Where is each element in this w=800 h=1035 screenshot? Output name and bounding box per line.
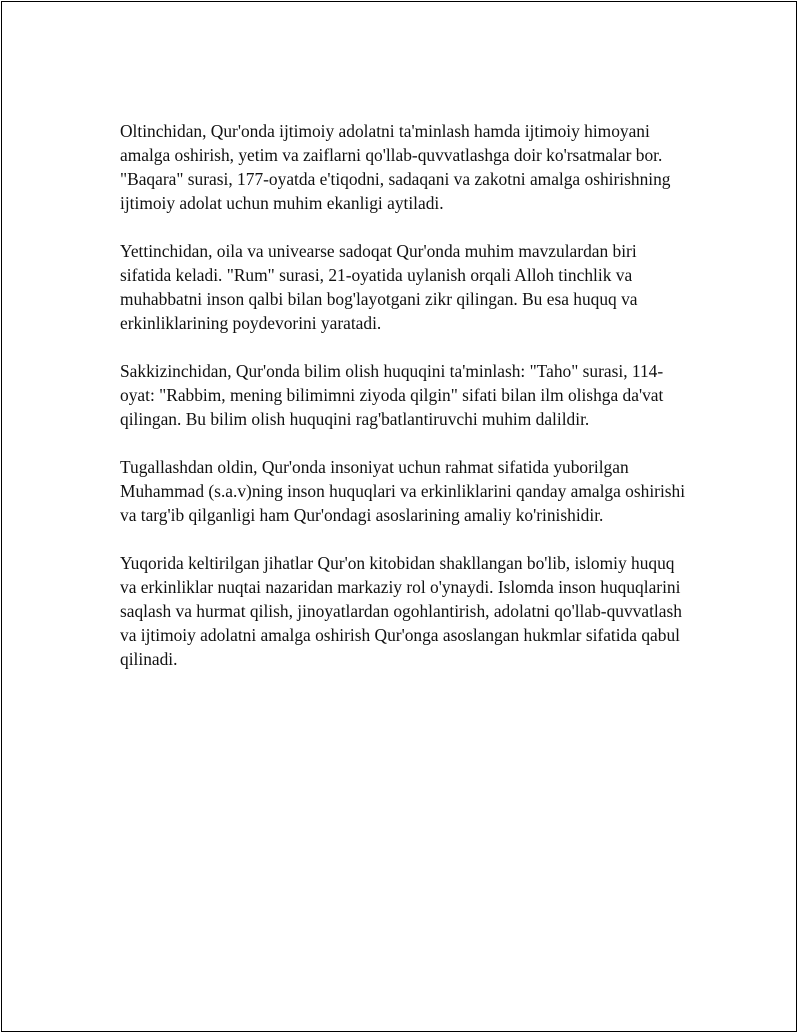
paragraph-conclusion: Yuqorida keltirilgan jihatlar Qur'on kitobidan shakllangan bo'lib, islomiy huquq va erkinliklar nuqtai nazaridan markaziy rol o'ynaydi. Islomda inson huquqlarini saqlash va hurmat qilish, jinoyatlardan ogohlantirish, adolatni qo'llab-quvvatlash va ijtimoiy adolatni amalga oshirish Qur'onga asoslangan hukmlar sifatida qabul qilinadi. (120, 553, 682, 669)
paragraph-closing: Tugallashdan oldin, Qur'onda insoniyat uchun rahmat sifatida yuborilgan Muhammad (s.a.v)ning inson huquqlari va erkinliklarini qanday amalga oshirishi va targ'ib qilganligi ham Qur'ondagi asoslarining amaliy ko'rinishidir. (120, 457, 686, 525)
document-page (1, 1, 797, 1032)
document-body (120, 119, 690, 695)
paragraph-eighth: Sakkizinchidan, Qur'onda bilim olish huquqini ta'minlash: "Taho" surasi, 114-oyat: "Rabbim, mening bilimimni ziyoda qilgin" sifati bilan ilm olishga da'vat qilingan. Bu bilim olish huquqini rag'batlantiruvchi muhim dalildir. (120, 361, 664, 429)
paragraph-sixth: Oltinchidan, Qur'onda ijtimoiy adolatni ta'minlash hamda ijtimoiy himoyani amalga oshirish, yetim va zaiflarni qo'llab-quvvatlashga doir ko'rsatmalar bor. "Baqara" surasi, 177-oyatda e'tiqodni, sadaqani va zakotni amalga oshirishning ijtimoiy adolat uchun muhim ekanligi aytiladi. (120, 121, 671, 213)
paragraph-seventh: Yettinchidan, oila va univearse sadoqat Qur'onda muhim mavzulardan biri sifatida keladi. "Rum" surasi, 21-oyatida uylanish orqali Alloh tinchlik va muhabbatni inson qalbi bilan bog'layotgani zikr qilingan. Bu esa huquq va erkinliklarining poydevorini yaratadi. (120, 241, 638, 333)
